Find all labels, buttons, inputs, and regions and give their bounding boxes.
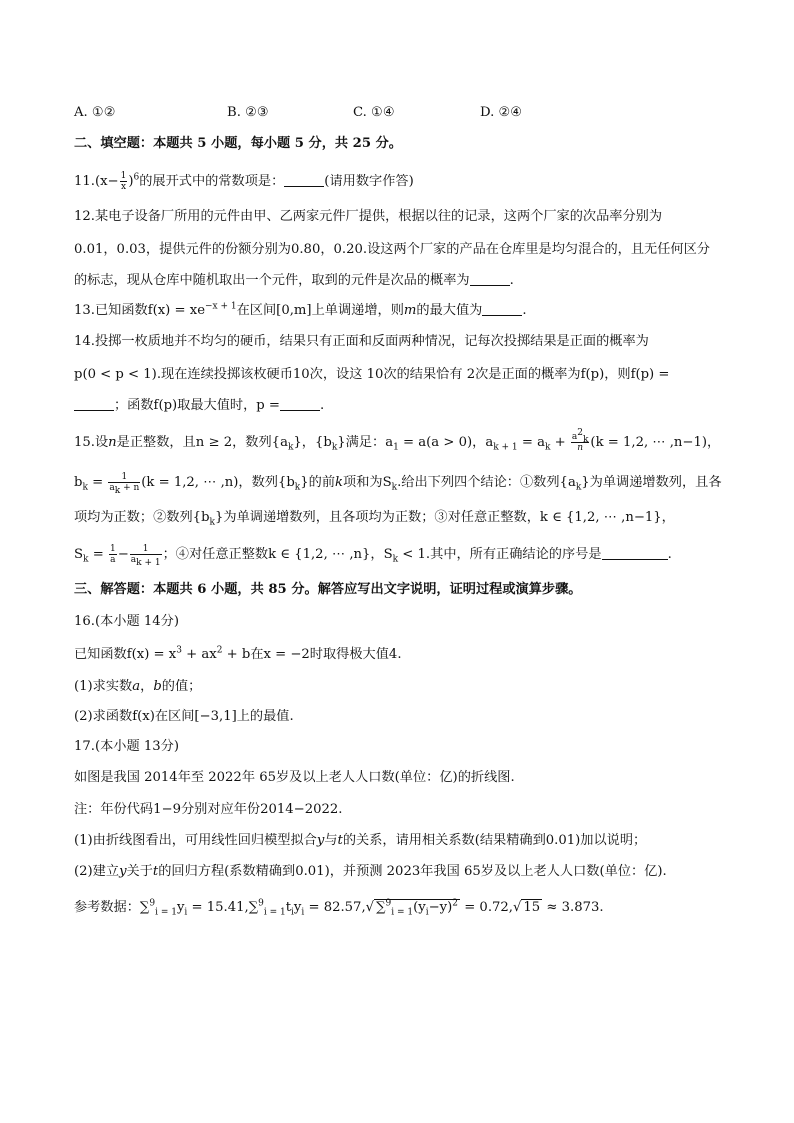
q17-text: (2)建立 [74,864,120,879]
question-12-line-1: 12.某电子设备厂所用的元件由甲、乙两家元件厂提供，根据以往的记录，这两个厂家的次品率分别为 [74,209,663,224]
q15-answer-blank[interactable] [602,545,668,560]
q14-mid: ；函数f(p)取最大值时，p = [114,398,280,413]
q15-text: (k = 1,2, ⋯ ,n)，数列{b [141,475,295,490]
q17-text: 的关系，请用相关系数(结果精确到0.01)加以说明； [342,833,647,848]
q15-text: (k = 1,2, ⋯ ,n−1)， [590,435,721,450]
q16-var-b: b [153,679,162,694]
ref-sup: 9 [149,898,156,909]
ref-text: ≈ 3.873. [542,900,604,915]
question-16-title: 16.(本小题 14分) [74,614,179,629]
frac-den [108,483,140,496]
q15-fraction-1-over-ak1 [130,544,162,568]
question-17-note: 注：年份代码1−9分别对应年份2014−2022. [74,802,343,817]
q15-text: S [74,547,84,562]
question-16-stem [74,645,734,665]
question-11 [74,171,734,192]
question-17-part-2 [74,862,734,882]
q15-var-n: n [108,435,117,450]
q11-exponent: 6 [133,172,140,183]
q16-sup: 2 [216,645,223,656]
q17-text: 与 [324,833,338,848]
question-16-part-2: (2)求函数f(x)在区间[−3,1]上的最值. [74,709,294,724]
question-14-line-2: p(0 < p < 1).现在连续投掷该枚硬币10次，设这 10次的结果恰有 2次是正面的概率为f(p)，则f(p) = [74,367,670,382]
question-14-line-1: 14.投掷一枚质地并不均匀的硬币，结果只有正面和反面两种情况，记每次投掷结果是正面的概率为 [74,334,649,349]
q13-mid: 在区间[0,m]上单调递增，则 [236,303,404,318]
ref-sub: i = 1 [391,907,414,918]
q15-text: 15.设 [74,435,109,450]
option-c: C. ①④ [353,105,395,120]
ref-sup: 2 [452,898,458,909]
q11-paren: ) [128,174,134,189]
ref-text: = 82.57, [304,900,366,915]
ref-text: y [293,900,302,915]
q15-subscript: k + 1 [493,442,518,453]
q11-frac-den: x [120,182,127,192]
ref-sub: i = 1 [263,907,286,918]
q16-text: ， [140,679,154,694]
q13-period: . [522,303,527,318]
question-12-line-2: 0.01，0.03，提供元件的份额分别为0.80，0.20.设这两个厂家的产品在仓库里是均匀混合的，且无任何区分 [74,242,710,257]
option-d: D. ②④ [480,105,523,120]
question-17-reference-data [74,898,734,918]
ref-sup: 9 [385,898,392,909]
q15-fraction-1-over-ak-plus-n [108,472,140,496]
q15-subscript: 1 [393,442,399,453]
ref-sub: i [184,907,188,918]
question-15-line-2 [74,472,734,496]
question-12-line-3 [74,271,734,291]
ref-sup: 9 [258,898,264,909]
q14-answer-blank-1[interactable] [74,396,114,411]
q11-suffix: (请用数字作答) [324,174,414,189]
ref-text: ) [447,900,453,915]
q11-frac-num: 1 [120,171,127,181]
option-a: A. ①② [74,105,116,120]
q17-var-t: t [152,864,159,879]
q11-fraction [120,171,128,192]
frac-den-text: n [577,443,584,453]
q15-text: + [550,435,570,450]
frac-den [130,555,162,568]
q17-text: (1)由折线图看出，可用线性回归模型拟合 [74,833,317,848]
ref-text: t [285,900,292,915]
section-3-heading: 三、解答题：本题共 6 小题，共 85 分。解答应写出文字说明，证明过程或演算步骤。 [74,582,582,597]
q15-text: 项均为正数；②数列{b [74,510,210,525]
q13-exponent: −x + 1 [205,301,237,312]
q15-subscript: k [544,442,551,453]
q15-subscript: k [83,554,89,565]
q15-fraction-1-over-a [109,544,117,565]
ref-text: 参考数据：∑ [74,900,150,915]
question-15-line-4 [74,544,734,568]
q15-text: }为单调递增数列，且各项均为正数；③对任意正整数，k ∈ {1,2, ⋯ ,n−1}， [215,510,675,525]
q16-text: (1)求实数 [74,679,133,694]
q16-text: 已知函数f(x) = x [74,647,177,662]
ref-text: = 0.72, [460,900,513,915]
q16-text: 的值； [161,679,202,694]
q15-text: }的前 [300,475,336,490]
q15-var-k: k [335,475,344,490]
q15-text: 是正整数，且n ≥ 2，数列{a [116,435,288,450]
frac-den-tail: + n [120,483,140,493]
q15-text: = [88,547,108,562]
q15-text: 项和为S [343,475,392,490]
frac-den-text: a [130,555,137,565]
q17-text: 的回归方程(系数精确到0.01)，并预测 2023年我国 65岁及以上老人人口数(单位：亿). [158,864,667,879]
q15-text: = a(a > 0)，a [398,435,494,450]
question-17-stem: 如图是我国 2014年至 2022年 65岁及以上老人人口数(单位：亿)的折线图. [74,770,515,785]
ref-text: = 15.41,∑ [187,900,259,915]
q16-text: + ax [181,647,217,662]
q15-text: = [87,475,108,490]
frac-den-text: a [109,483,115,493]
q15-period: . [667,547,672,562]
q17-var-y: y [316,833,325,848]
ref-ybar: $\overline{y}$ [439,900,448,915]
ref-text: (y [413,900,426,915]
q15-text: − [117,547,129,562]
q17-var-t: t [337,833,343,848]
ref-text: y [176,900,185,915]
q11-prefix: 11.(x− [74,174,119,189]
ref-sub: i [291,907,294,918]
frac-num: 1 [108,472,140,483]
question-13 [74,301,734,321]
q15-subscript: k [294,482,301,493]
ref-sub: i [301,907,305,918]
q13-answer-blank[interactable] [482,301,522,316]
q13-tail: 的最大值为 [416,303,483,318]
q17-var-y: y [119,864,127,879]
q13-var-m: m [403,303,417,318]
frac-den-sub: k [114,485,121,496]
question-17-title: 17.(本小题 13分) [74,739,179,754]
q15-text: = a [517,435,545,450]
option-b: B. ②③ [227,105,269,120]
q12-period: . [509,273,514,288]
ref-text: − [428,900,440,915]
frac-num: 1 [130,544,162,555]
q15-fraction-ak2-over-n [571,428,590,453]
q15-subscript: k [575,482,582,493]
sqrt-15: 15 [523,900,541,915]
q14-answer-blank-2[interactable] [280,396,320,411]
ref-sub: i [425,907,429,918]
q15-text: }，{b [293,435,332,450]
sqrt-sign: √ [513,900,522,915]
q13-prefix: 13.已知函数f(x) = xe [74,303,206,318]
question-16-part-1 [74,677,734,697]
q12-text: 的标志，现从仓库中随机取出一个元件，取到的元件是次品的概率为 [74,273,470,288]
question-15-line-3 [74,508,734,528]
ref-text: ∑ [376,900,386,915]
q11-text: 的展开式中的常数项是： [139,174,285,189]
q15-subscript: k [331,442,338,453]
question-15-line-1 [74,428,734,453]
q17-text: 关于 [126,864,153,879]
q15-subscript: k [391,482,398,493]
q12-answer-blank[interactable] [470,271,510,286]
q15-text: .给出下列四个结论：①数列{a [397,475,576,490]
frac-den-sub: k + 1 [136,557,161,568]
q11-answer-blank[interactable] [284,172,324,187]
sqrt-expression [374,898,460,918]
question-17-part-1 [74,831,734,851]
sqrt-sign: √ [365,900,375,915]
q16-sup: 3 [176,645,182,656]
q16-text: + b在x = −2时取得极大值4. [222,647,402,662]
frac-num-sub: k [582,434,589,445]
q16-var-a: a [132,679,141,694]
q15-text: }满足：a [337,435,394,450]
frac-num-sup: 2 [577,428,583,438]
q15-text: b [74,475,83,490]
q15-subscript: k [287,442,294,453]
q14-period: . [319,398,325,413]
q15-subscript: k [209,517,215,528]
section-2-heading: 二、填空题：本题共 5 小题，每小题 5 分，共 25 分。 [74,136,402,151]
frac-num [571,428,590,445]
frac-num-text: a [571,432,578,442]
question-14-line-3 [74,396,734,416]
ref-sub: i = 1 [155,907,177,918]
frac-den: a [110,555,116,565]
q15-subscript: k [392,554,399,565]
frac-num: 1 [109,544,116,554]
q15-text: ；④对任意正整数k ∈ {1,2, ⋯ ,n}，S [162,547,393,562]
q15-subscript: k [82,482,88,493]
q15-text: }为单调递增数列，且各 [581,475,722,490]
q15-text: < 1.其中，所有正确结论的序号是 [398,547,602,562]
